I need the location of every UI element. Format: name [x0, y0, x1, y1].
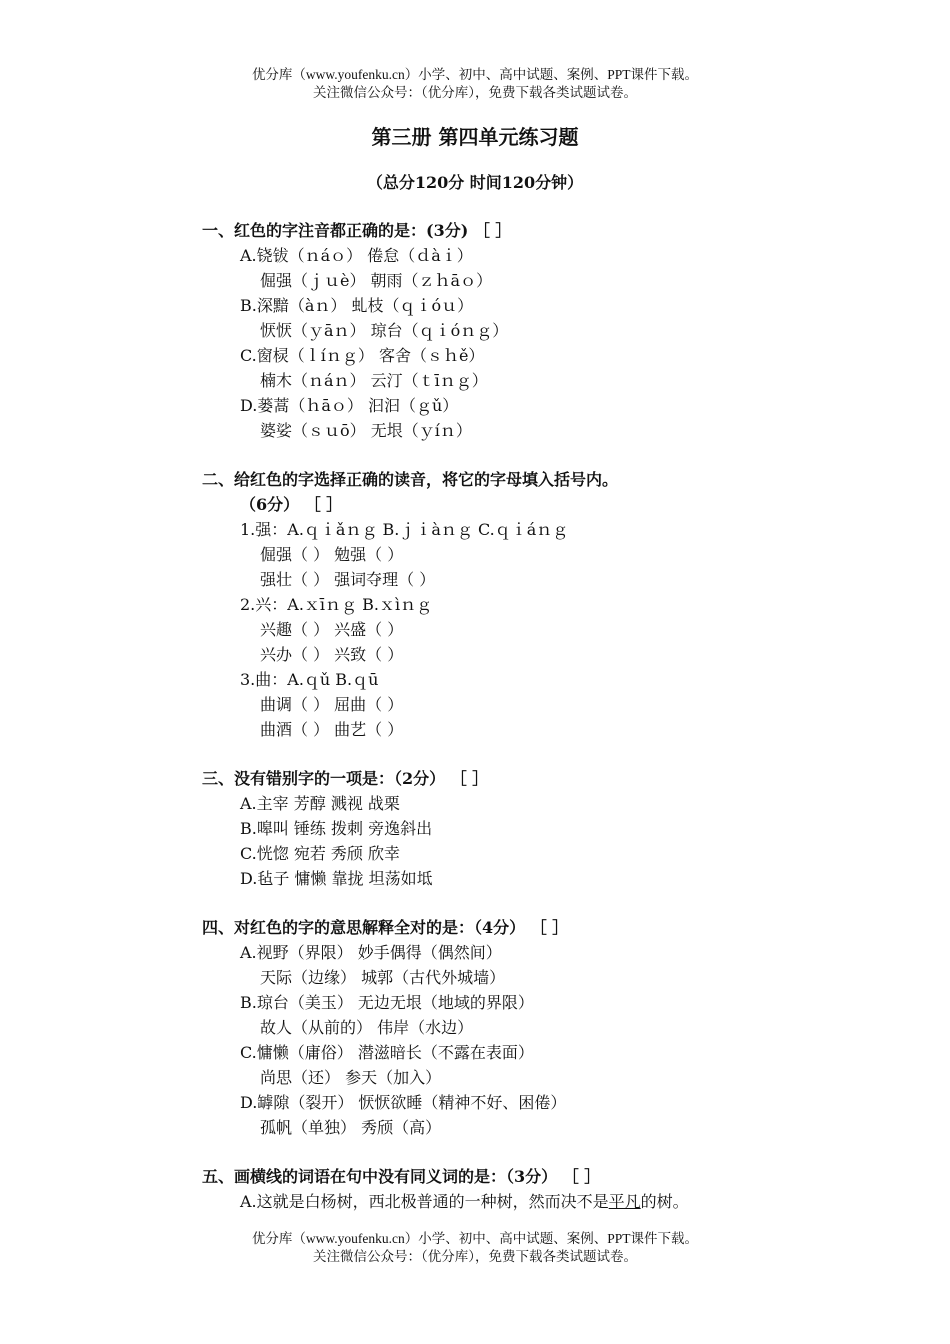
q2-item-3-row2: 曲酒（ ） 曲艺（ ）	[260, 720, 404, 739]
q4-stem: 四、对红色的字的意思解释全对的是：（4分） ［ ］	[202, 918, 569, 937]
exercise-body	[202, 218, 842, 1214]
q5-option-a-text-before: A.这就是白杨树，西北极普通的一种树，然而决不是	[240, 1192, 609, 1211]
page-footer	[0, 1230, 950, 1266]
q2-item-1-options: 1.强：A.ｑｉǎｎｇ B.ｊｉàｎｇ C.ｑｉáｎｇ	[240, 520, 569, 539]
q2-item-1-row1: 倔强（ ） 勉强（ ）	[260, 545, 404, 564]
q4-option-a-line2: 天际（边缘） 城郭（古代外城墙）	[260, 968, 506, 987]
q1-option-b-line1: B.深黯（àｎ） 虬枝（ｑｉóｕ）	[240, 296, 474, 315]
q3-option-a: A.主宰 芳醇 溅视 战栗	[240, 794, 400, 813]
q5-option-a	[202, 1189, 842, 1214]
q4-option-d-line1: D.罅隙（裂开） 恹恹欲睡（精神不好、困倦）	[240, 1093, 567, 1112]
q4-option-b-line1: B.琼台（美玉） 无边无垠（地域的界限）	[240, 993, 534, 1012]
q5-option-a-underlined-word: 平凡	[608, 1192, 641, 1211]
q1-option-c-line2: 楠木（ｎáｎ） 云汀（ｔīｎｇ）	[260, 371, 488, 390]
page-subtitle: （总分120分 时间120分钟）	[366, 173, 584, 192]
q2-item-2-row1: 兴趣（ ） 兴盛（ ）	[260, 620, 404, 639]
q3-option-b: B.嗥叫 锤练 拨刺 旁逸斜出	[240, 819, 433, 838]
q1-stem: 一、红色的字注音都正确的是：(3分) ［ ］	[202, 221, 512, 240]
q3-stem: 三、没有错别字的一项是：（2分） ［ ］	[202, 769, 489, 788]
q3-option-c: C.恍惚 宛若 秀颀 欣幸	[240, 844, 401, 863]
q2-item-2-row2: 兴办（ ） 兴致（ ）	[260, 645, 404, 664]
q1-option-a-line1: A.铙钹（ｎáｏ） 倦怠（ｄàｉ）	[240, 246, 473, 265]
q3-option-d: D.毡子 慵懒 靠拢 坦荡如坻	[240, 869, 433, 888]
q4-option-a-line1: A.视野（界限） 妙手偶得（偶然间）	[240, 943, 502, 962]
q2-item-1-row2: 强壮（ ） 强词夺理（ ）	[260, 570, 436, 589]
page-title: 第三册 第四单元练习题	[371, 125, 579, 149]
q2-stem: 二、给红色的字选择正确的读音，将它的字母填入括号内。	[202, 470, 619, 489]
footer-line-2: 关注微信公众号：（优分库），免费下载各类试题试卷。	[313, 1249, 637, 1264]
q4-option-c-line2: 尚思（还） 参天（加入）	[260, 1068, 442, 1087]
q2-item-3-options: 3.曲：A.ｑǔ B.ｑū	[240, 670, 379, 689]
header-line-1: 优分库（www.youfenku.cn）小学、初中、高中试题、案例、PPT课件下载。	[251, 67, 699, 82]
q1-option-d-line1: D.蒌蒿（ｈāｏ） 汩汩（ｇǔ）	[240, 396, 459, 415]
q1-option-b-line2: 恹恹（ｙāｎ） 琼台（ｑｉóｎｇ）	[260, 321, 509, 340]
q4-option-d-line2: 孤帆（单独） 秀颀（高）	[260, 1118, 442, 1137]
q5-option-a-text-after: 的树。	[640, 1192, 689, 1211]
q2-stem-score: （6分） ［ ］	[240, 495, 343, 514]
q4-option-b-line2: 故人（从前的） 伟岸（水边）	[260, 1018, 474, 1037]
q2-item-2-options: 2.兴：A.ｘīｎｇ B.ｘìｎｇ	[240, 595, 433, 614]
q1-option-c-line1: C.窗棂（ｌíｎｇ） 客舍（ｓｈě）	[240, 346, 485, 365]
q4-option-c-line1: C.慵懒（庸俗） 潜滋暗长（不露在表面）	[240, 1043, 534, 1062]
q1-option-d-line2: 婆娑（ｓｕō） 无垠（ｙíｎ）	[260, 421, 472, 440]
q5-stem: 五、画横线的词语在句中没有同义词的是：（3分） ［ ］	[202, 1167, 601, 1186]
q1-option-a-line2: 倔强（ｊｕè） 朝雨（ｚｈāｏ）	[260, 271, 493, 290]
q2-item-3-row1: 曲调（ ） 屈曲（ ）	[260, 695, 404, 714]
footer-line-1: 优分库（www.youfenku.cn）小学、初中、高中试题、案例、PPT课件下载。	[251, 1231, 699, 1246]
page-header	[0, 66, 950, 102]
header-line-2: 关注微信公众号：（优分库），免费下载各类试题试卷。	[313, 85, 637, 100]
